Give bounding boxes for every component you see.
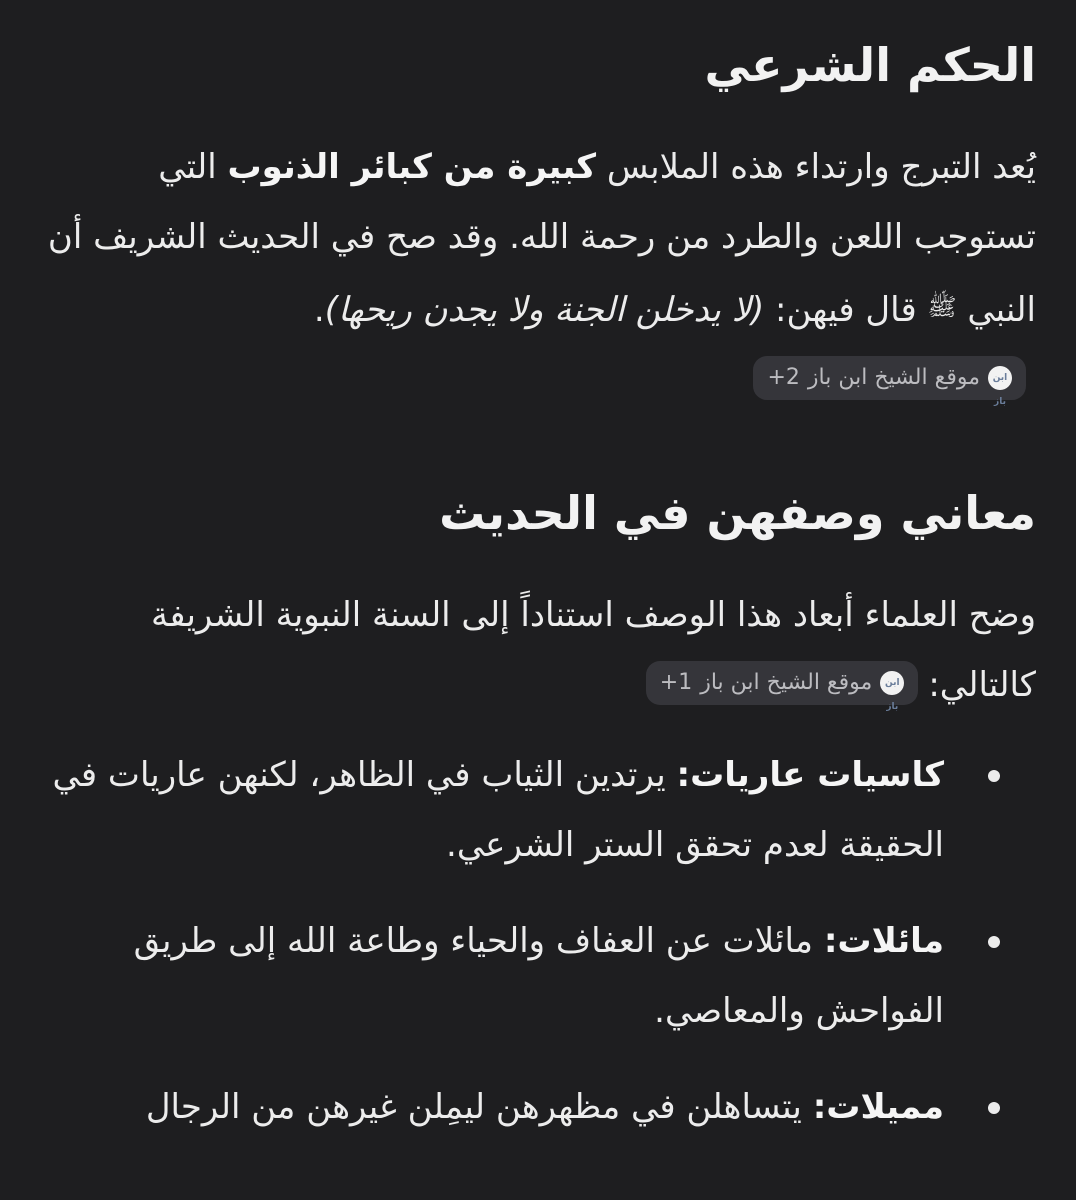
ruling-lead-text: يُعد التبرج وارتداء هذه الملابس bbox=[596, 147, 1036, 187]
ruling-bold-text: كبيرة من كبائر الذنوب bbox=[227, 147, 597, 187]
meanings-intro-text: وضح العلماء أبعاد هذا الوصف استناداً إلى السنة النبوية الشريفة كالتالي: bbox=[151, 595, 1036, 705]
ruling-after-text: قال فيهن: bbox=[764, 290, 928, 330]
list-item-term: مميلات: bbox=[812, 1087, 944, 1127]
list-item-term: مائلات: bbox=[823, 921, 944, 961]
site-logo-icon: ابن باز bbox=[988, 366, 1012, 390]
site-logo-icon: ابن باز bbox=[880, 671, 904, 695]
source-chip-label: موقع الشيخ ابن باز bbox=[807, 364, 980, 390]
list-item-text: مائلات عن العفاف والحياء وطاعة الله إلى طريق الفواحش والمعاصي. bbox=[133, 921, 944, 1031]
list-item bbox=[40, 740, 1036, 880]
list-item bbox=[40, 1072, 1036, 1142]
list-item-text: يرتدين الثياب في الظاهر، لكنهن عاريات في الحقيقة لعدم تحقق الستر الشرعي. bbox=[52, 755, 944, 865]
source-citation-chip[interactable] bbox=[753, 356, 1026, 407]
source-chip-label: موقع الشيخ ابن باز bbox=[700, 669, 873, 695]
meanings-intro-paragraph bbox=[40, 580, 1036, 720]
list-item-text: يتساهلن في مظهرهن ليمِلن غيرهن من الرجال bbox=[145, 1087, 813, 1127]
section-heading-meanings: معاني وصفهن في الحديث bbox=[439, 486, 1036, 540]
ruling-end-text: . bbox=[313, 290, 325, 330]
salutation-glyph: ﷺ bbox=[927, 293, 957, 321]
ruling-mid-text: التي تستوجب اللعن والطرد من رحمة الله. وقد صح في الحديث الشريف أن النبي bbox=[47, 147, 1036, 330]
list-item-term: كاسيات عاريات: bbox=[676, 755, 944, 795]
meanings-list bbox=[40, 740, 1036, 1168]
bullet-icon bbox=[988, 770, 1000, 782]
section-heading-ruling: الحكم الشرعي bbox=[704, 38, 1036, 92]
hadith-quote: (لا يدخلن الجنة ولا يجدن ريحها) bbox=[324, 290, 765, 330]
source-chip-count: +2 bbox=[767, 364, 800, 390]
source-chip-count: +1 bbox=[659, 669, 693, 695]
list-item bbox=[40, 906, 1036, 1046]
source-citation-chip[interactable] bbox=[646, 661, 919, 712]
bullet-icon bbox=[988, 1102, 1000, 1114]
bullet-icon bbox=[988, 936, 1000, 948]
ruling-paragraph bbox=[40, 132, 1036, 415]
